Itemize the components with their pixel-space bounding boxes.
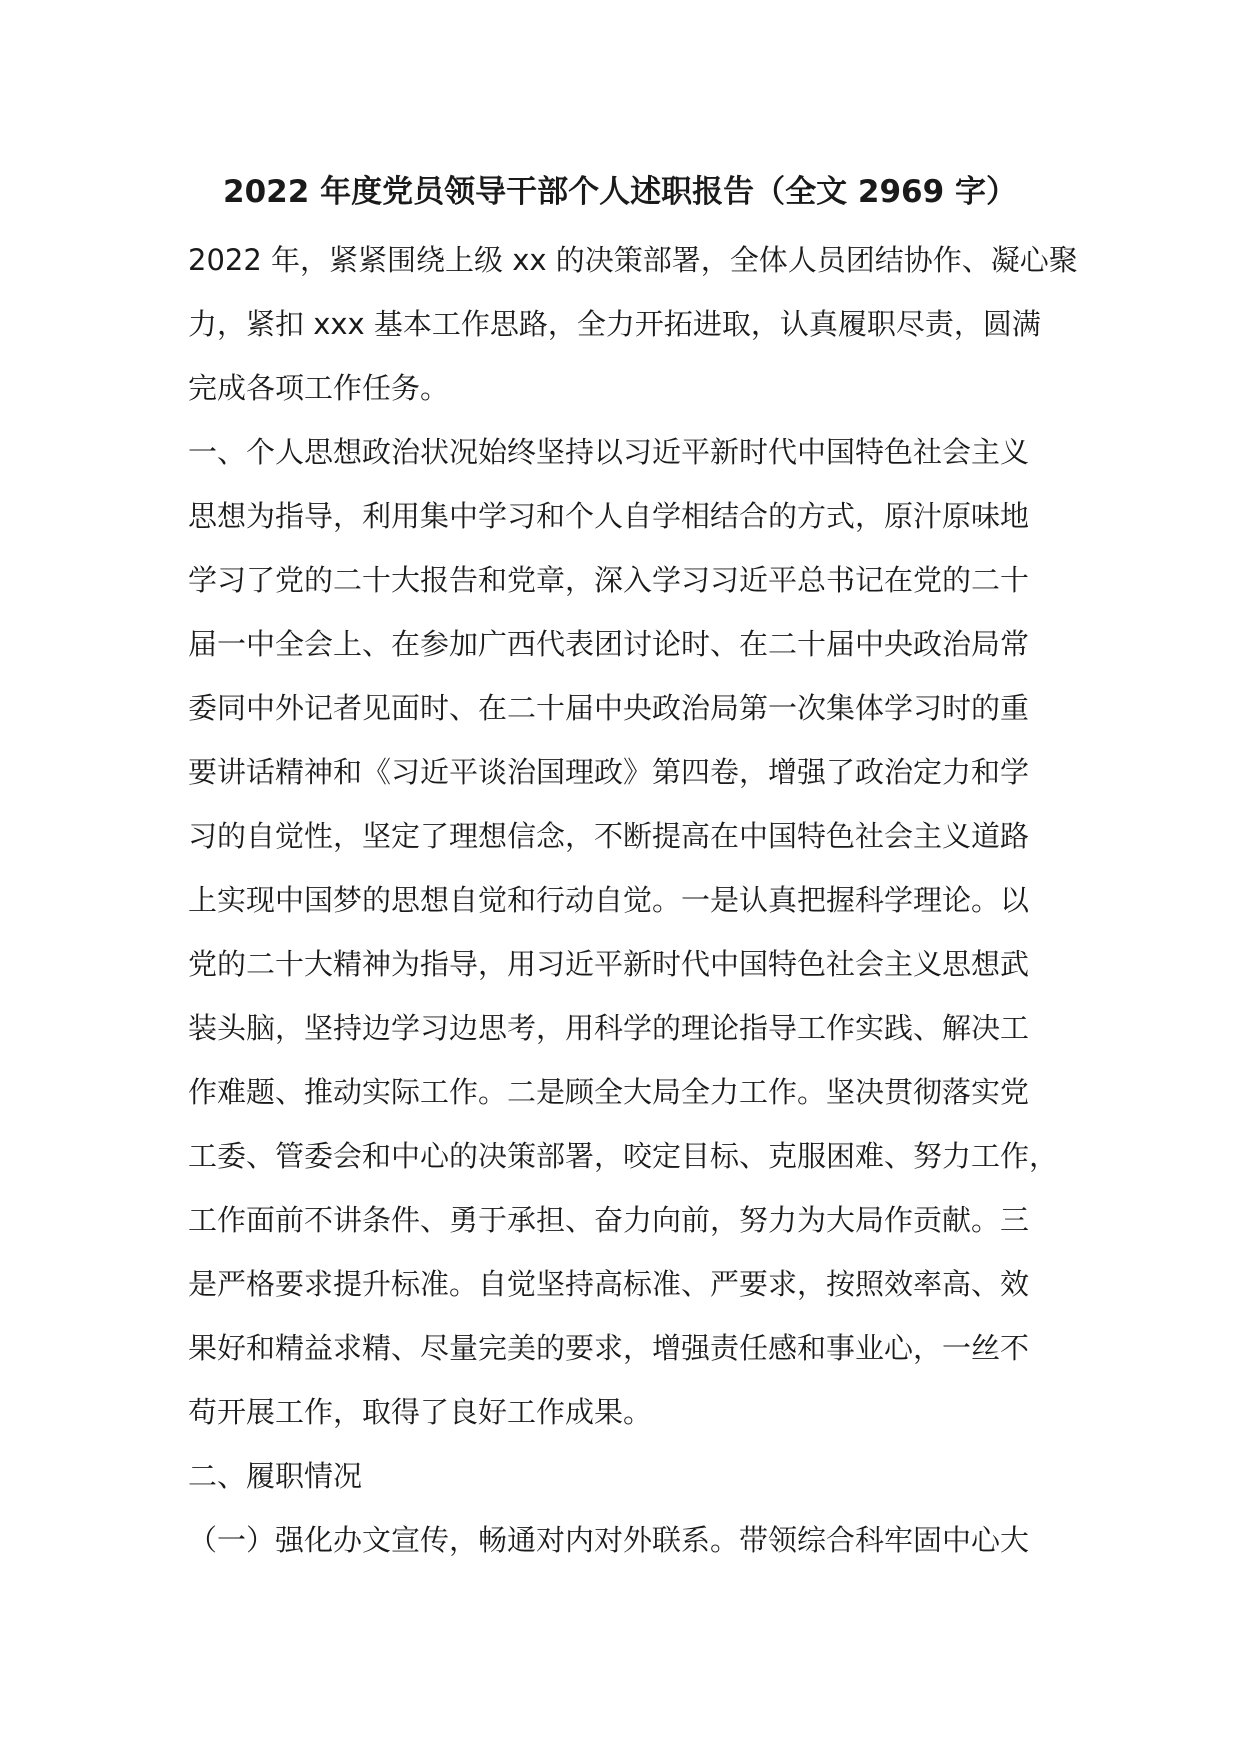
body-line: 委同中外记者见面时、在二十届中央政治局第一次集体学习时的重 <box>188 691 1030 725</box>
body-line: 一、个人思想政治状况始终坚持以习近平新时代中国特色社会主义 <box>188 435 1030 469</box>
section-heading: 二、履职情况 <box>188 1459 363 1493</box>
body-line: 装头脑，坚持边学习边思考，用科学的理论指导工作实践、解决工 <box>188 1011 1030 1045</box>
body-line: 要讲话精神和《习近平谈治国理政》第四卷，增强了政治定力和学 <box>188 755 1030 789</box>
body-line: 党的二十大精神为指导，用习近平新时代中国特色社会主义思想武 <box>188 947 1030 981</box>
body-line: （一）强化办文宣传，畅通对内对外联系。带领综合科牢固中心大 <box>188 1523 1030 1557</box>
body-line: 果好和精益求精、尽量完美的要求，增强责任感和事业心，一丝不 <box>188 1331 1030 1365</box>
body-line: 届一中全会上、在参加广西代表团讨论时、在二十届中央政治局常 <box>188 627 1030 661</box>
body-line: 工作面前不讲条件、勇于承担、奋力向前，努力为大局作贡献。三 <box>188 1203 1030 1237</box>
body-line: 工委、管委会和中心的决策部署，咬定目标、克服困难、努力工作， <box>188 1139 1059 1173</box>
body-line: 完成各项工作任务。 <box>188 371 450 405</box>
body-line: 2022 年，紧紧围绕上级 xx 的决策部署，全体人员团结协作、凝心聚 <box>188 243 1078 277</box>
body-line: 苟开展工作，取得了良好工作成果。 <box>188 1395 653 1429</box>
body-line: 学习了党的二十大报告和党章，深入学习习近平总书记在党的二十 <box>188 563 1030 597</box>
body-line: 是严格要求提升标准。自觉坚持高标准、严要求，按照效率高、效 <box>188 1267 1030 1301</box>
body-line: 力，紧扣 xxx 基本工作思路，全力开拓进取，认真履职尽责，圆满 <box>188 307 1041 341</box>
body-line: 习的自觉性，坚定了理想信念，不断提高在中国特色社会主义道路 <box>188 819 1030 853</box>
body-line: 上实现中国梦的思想自觉和行动自觉。一是认真把握科学理论。以 <box>188 883 1030 917</box>
document-title: 2022 年度党员领导干部个人述职报告（全文 2969 字） <box>223 174 1017 210</box>
body-line: 作难题、推动实际工作。二是顾全大局全力工作。坚决贯彻落实党 <box>188 1075 1030 1109</box>
body-line: 思想为指导，利用集中学习和个人自学相结合的方式，原汁原味地 <box>188 499 1030 533</box>
